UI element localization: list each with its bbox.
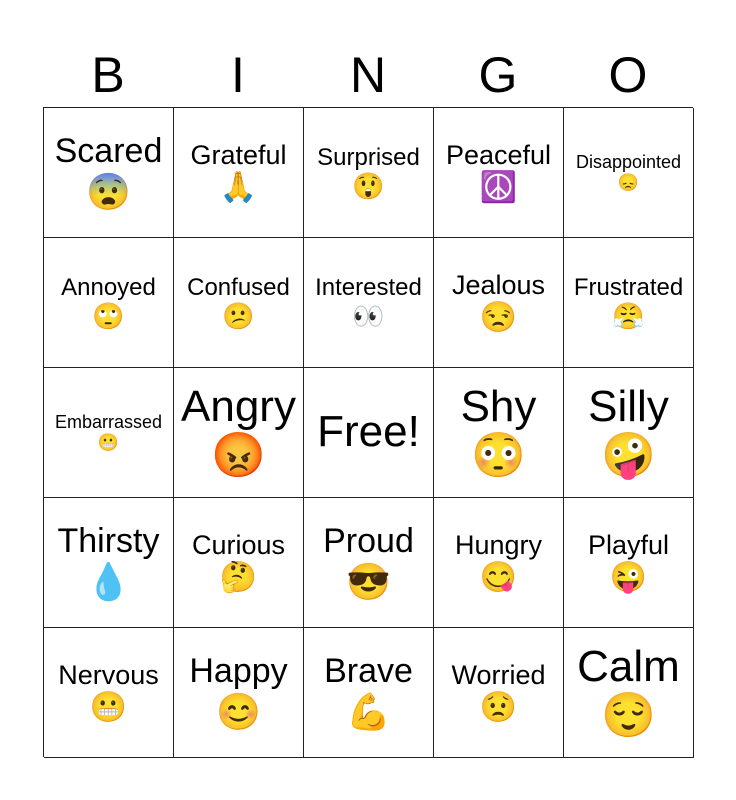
thinking-face-icon: 🤔: [219, 561, 258, 595]
worried-face-icon: 😟: [479, 691, 518, 725]
bingo-cell[interactable]: [174, 368, 304, 498]
bingo-cell[interactable]: [44, 238, 174, 368]
cell-word: Surprised: [317, 143, 420, 171]
bingo-card-grid: [43, 107, 693, 757]
cell-word: Silly: [588, 382, 669, 432]
header-letter-b: B: [91, 47, 125, 103]
header-letter-n: N: [349, 47, 387, 103]
cell-word: Playful: [587, 529, 670, 560]
bingo-cell[interactable]: [434, 498, 564, 628]
peace-symbol-icon: ☮️: [479, 171, 518, 205]
bingo-cell[interactable]: [174, 628, 304, 758]
cell-word: Grateful: [190, 139, 287, 170]
cell-word: Annoyed: [61, 273, 156, 301]
cell-word: Disappointed: [575, 151, 682, 172]
winking-tongue-face-icon: 😜: [609, 561, 648, 595]
bingo-cell[interactable]: [564, 108, 694, 238]
steam-nose-face-icon: 😤: [612, 300, 645, 331]
bingo-cell[interactable]: [434, 628, 564, 758]
cell-word: Peaceful: [445, 139, 552, 170]
bingo-cell[interactable]: [304, 368, 434, 498]
bingo-cell[interactable]: [304, 238, 434, 368]
bingo-cell[interactable]: [564, 498, 694, 628]
cell-word: Confused: [187, 273, 290, 301]
bingo-cell[interactable]: [304, 498, 434, 628]
cell-word: Free!: [317, 407, 420, 457]
cell-word: Hungry: [454, 529, 543, 560]
bingo-cell[interactable]: [44, 368, 174, 498]
header-letter-g: G: [478, 47, 518, 103]
cell-word: Scared: [54, 131, 163, 170]
eyes-icon: 👀: [352, 300, 385, 331]
flexed-biceps-icon: 💪: [346, 690, 391, 732]
cell-word: Interested: [315, 273, 422, 301]
bingo-cell[interactable]: [304, 628, 434, 758]
confused-face-icon: 😕: [222, 300, 255, 331]
disappointed-face-icon: 😞: [617, 172, 640, 192]
cell-word: Proud: [323, 521, 414, 560]
cell-word: Thirsty: [57, 521, 160, 560]
bingo-cell[interactable]: [44, 498, 174, 628]
bingo-cell[interactable]: [564, 368, 694, 498]
bingo-cell[interactable]: [434, 108, 564, 238]
bingo-cell[interactable]: [174, 498, 304, 628]
folded-hands-icon: 🙏: [219, 171, 258, 205]
bingo-cell[interactable]: [564, 628, 694, 758]
bingo-cell[interactable]: [44, 628, 174, 758]
astonished-face-icon: 😲: [352, 170, 385, 201]
cell-word: Frustrated: [573, 273, 684, 301]
bingo-cell[interactable]: [434, 368, 564, 498]
zany-face-icon: 🤪: [601, 431, 656, 481]
bingo-cell[interactable]: [174, 238, 304, 368]
bingo-cell[interactable]: [304, 108, 434, 238]
cell-word: Worried: [451, 659, 546, 690]
cell-word: Curious: [191, 529, 286, 560]
cell-word: Calm: [577, 642, 680, 692]
bingo-cell[interactable]: [174, 108, 304, 238]
droplet-icon: 💧: [86, 560, 131, 602]
header-letter-i: I: [231, 47, 245, 103]
cell-word: Shy: [460, 382, 537, 432]
bingo-cell[interactable]: [44, 108, 174, 238]
cell-word: Brave: [324, 651, 413, 690]
grimacing-face-icon: 😬: [97, 432, 120, 452]
yum-face-icon: 😋: [479, 561, 518, 595]
unamused-face-icon: 😒: [479, 301, 518, 335]
header-letter-o: O: [608, 47, 648, 103]
bingo-header: [43, 46, 693, 104]
cell-word: Embarrassed: [54, 411, 163, 432]
flushed-face-icon: 😳: [471, 431, 526, 481]
cell-word: Happy: [189, 651, 288, 690]
bingo-cell[interactable]: [434, 238, 564, 368]
pouting-face-icon: 😡: [211, 431, 266, 481]
cell-word: Jealous: [451, 269, 546, 300]
grimacing-face-icon: 😬: [89, 691, 128, 725]
cell-word: Nervous: [58, 659, 159, 690]
eye-roll-face-icon: 🙄: [92, 300, 125, 331]
fearful-face-icon: 😨: [86, 170, 131, 212]
smiling-face-icon: 😊: [216, 690, 261, 732]
sunglasses-face-icon: 😎: [346, 560, 391, 602]
relieved-face-icon: 😌: [601, 691, 656, 741]
bingo-cell[interactable]: [564, 238, 694, 368]
cell-word: Angry: [181, 382, 296, 432]
